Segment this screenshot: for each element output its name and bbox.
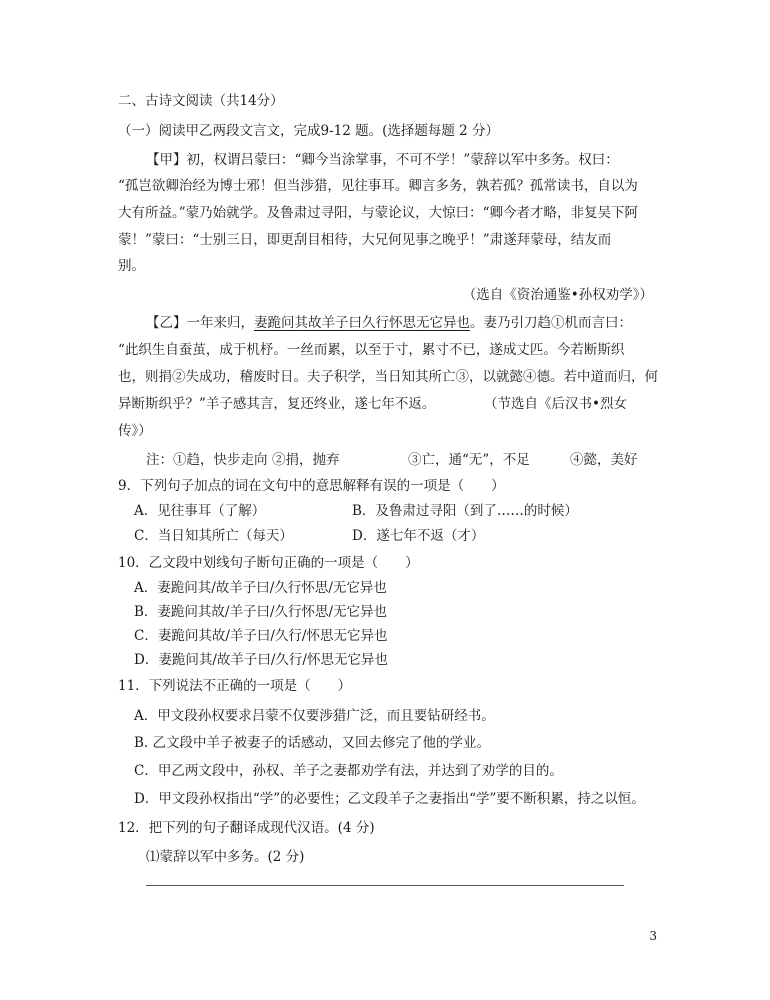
answer-line[interactable] — [146, 885, 624, 886]
passage-line: 蒙！”蒙曰：“士别三日，即更刮目相待，大兄何见事之晚乎！”肃遂拜蒙母，结友而 — [118, 232, 612, 248]
question-stem: 11．下列说法不正确的一项是（ ） — [118, 678, 352, 694]
yi-line1-post: 。妻乃引刀趋①机而言曰： — [470, 315, 632, 331]
option-b[interactable]: B. 乙文段中羊子被妻子的话感动，又回去修完了他的学业。 — [134, 735, 491, 751]
page-number: 3 — [649, 929, 657, 943]
underlined-sentence: 妻跪问其故羊子曰久行怀思无它异也 — [254, 315, 470, 331]
option-a[interactable]: A．见往事耳（了解） — [134, 503, 266, 519]
option-d[interactable]: D．妻跪问其/故羊子曰/久行/怀思无它异也 — [134, 652, 388, 668]
note-item: ④懿，美好 — [570, 452, 638, 468]
option-d[interactable]: D．遂七年不返（才） — [352, 528, 485, 544]
option-b[interactable]: B．及鲁肃过寻阳（到了……的时候） — [352, 503, 578, 519]
section-title: 二、古诗文阅读（共14分） — [118, 93, 284, 109]
passage-line: “孤岂欲卿治经为博士邪！但当涉猎，见往事耳。卿言多务，孰若孤？孤常读书，自以为 — [118, 178, 638, 194]
passage-source: （选自《资治通鉴•孙权劝学》） — [462, 287, 653, 303]
passage-line: 传》） — [118, 423, 152, 439]
sub-question-1: ⑴蒙辞以军中多务。(2 分) — [146, 849, 305, 865]
passage-line: 别。 — [118, 258, 145, 274]
question-stem: 10．乙文段中划线句子断句正确的一项是（ ） — [118, 555, 419, 571]
passage-line: “此织生自蚕茧，成于机杼。一丝而累，以至于寸，累寸不已，遂成丈匹。今若断斯织 — [118, 342, 625, 358]
option-a[interactable]: A．甲文段孙权要求吕蒙不仅要涉猎广泛，而且要钻研经书。 — [134, 708, 495, 724]
passage-line: 【甲】初，权谓吕蒙曰：“卿今当涂掌事，不可不学！”蒙辞以军中多务。权曰： — [146, 152, 619, 168]
passage-line: 异断斯织乎？”羊子感其言，复还终业，遂七年不返。 — [118, 396, 436, 412]
part1-instruction: （一）阅读甲乙两段文言文，完成9-12 题。(选择题每题 2 分） — [118, 123, 500, 139]
option-c[interactable]: C．当日知其所亡（每天） — [134, 528, 293, 544]
note-item: ②捐，抛弃 — [272, 452, 340, 468]
option-c[interactable]: C．妻跪问其故/羊子曰/久行/怀思无它异也 — [134, 628, 388, 644]
question-stem: 9．下列句子加点的词在文句中的意思解释有误的一项是（ ） — [118, 478, 505, 494]
option-c[interactable]: C．甲乙两文段中，孙权、羊子之妻都劝学有法，并达到了劝学的目的。 — [134, 763, 563, 779]
option-d[interactable]: D．甲文段孙权指出“学”的必要性；乙文段羊子之妻指出“学”要不断积累，持之以恒。 — [134, 791, 645, 807]
question-stem: 12．把下列的句子翻译成现代汉语。(4 分) — [118, 820, 375, 836]
yi-line1-pre: 【乙】一年来归， — [146, 315, 254, 331]
passage-source: （节选自《后汉书•烈女 — [484, 396, 627, 412]
passage-line — [146, 317, 632, 331]
note-item: 注：①趋，快步走向 — [146, 452, 268, 468]
option-b[interactable]: B．妻跪问其故/羊子曰/久行怀思/无它异也 — [134, 604, 388, 620]
passage-line: 大有所益。”蒙乃始就学。及鲁肃过寻阳，与蒙论议，大惊曰：“卿今者才略，非复吴下阿 — [118, 205, 639, 221]
passage-line: 也，则捐②失成功，稽废时日。夫子积学，当日知其所亡③，以就懿④德。若中道而归，何 — [118, 369, 658, 385]
note-item: ③亡，通“无”，不足 — [408, 452, 530, 468]
option-a[interactable]: A．妻跪问其/故羊子曰/久行怀思/无它异也 — [134, 580, 387, 596]
